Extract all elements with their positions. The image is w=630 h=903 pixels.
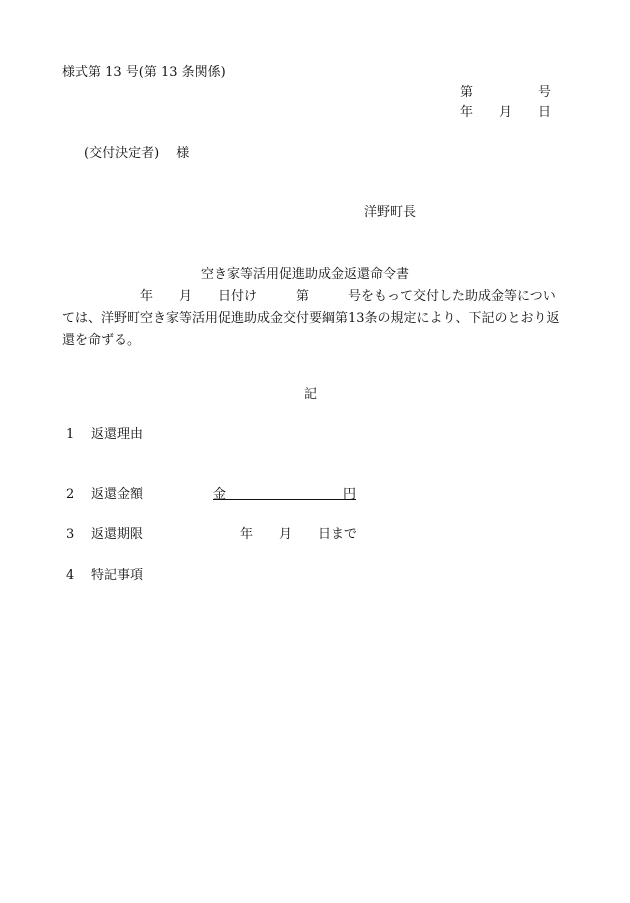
form-number-label: 様式第 13 号(第 13 条関係): [62, 65, 226, 80]
recipient-line: (交付決定者) 様: [84, 146, 190, 161]
item-label-special-notes: 特記事項: [91, 568, 144, 583]
item-number: 4: [66, 568, 75, 583]
document-number-line: 第 号: [460, 85, 552, 100]
body-paragraph: 年 月 日付け 第 号をもって交付した助成金等については、洋野町空き家等活用促進助成金交付要綱第13条の規定により、下記のとおり返還を命ずる。: [62, 289, 560, 348]
ki-heading: 記: [304, 387, 318, 402]
issuer-name: 洋野町長: [364, 205, 417, 220]
item-label-return-deadline: 返還期限: [91, 527, 144, 542]
item-label-return-reason: 返還理由: [91, 427, 144, 442]
return-amount-field: 金 円: [213, 487, 357, 502]
return-deadline-field: 年 月 日まで: [240, 527, 358, 542]
item-number: 3: [66, 527, 75, 542]
document-date-line: 年 月 日: [460, 105, 552, 120]
item-number: 2: [66, 487, 75, 502]
item-label-return-amount: 返還金額: [91, 487, 144, 502]
document-title: 空き家等活用促進助成金返還命令書: [201, 267, 410, 282]
item-number: 1: [66, 427, 75, 442]
